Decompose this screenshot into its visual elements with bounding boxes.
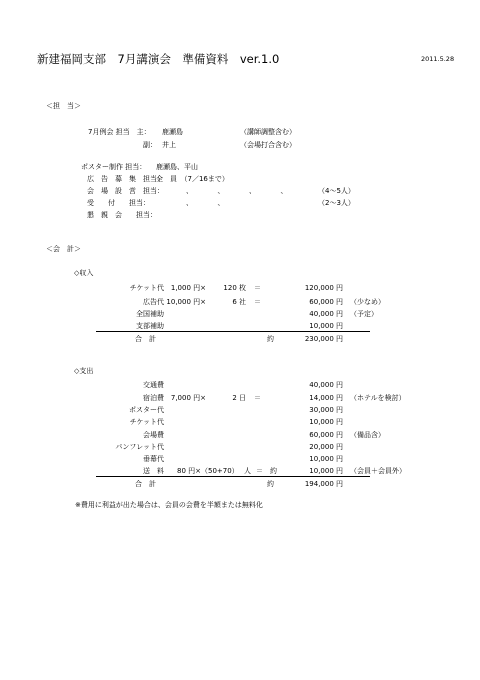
expense-total-divider bbox=[96, 476, 370, 477]
income-total-approx: 約 bbox=[267, 335, 274, 343]
income-amount: 60,000 円 bbox=[309, 298, 343, 306]
staff-label: ポスター制作 担当： bbox=[81, 163, 147, 171]
income-total-label: 合 計 bbox=[135, 335, 156, 343]
income-total-amount: 230,000 円 bbox=[304, 335, 343, 343]
staff-label: 受 付 担当： bbox=[87, 199, 150, 207]
income-unit-price: 10,000 円× bbox=[166, 298, 206, 306]
expense-equals: ＝ 約 bbox=[256, 467, 277, 475]
staff-value: 全 員 （7／16まで） bbox=[156, 175, 229, 183]
staff-note: （2～3人） bbox=[318, 199, 355, 207]
staff-note: （会場打合含む） bbox=[240, 141, 296, 149]
footnote: ※費用に利益が出た場合は、会員の会費を半額または無料化 bbox=[75, 501, 263, 509]
income-quantity: 120 枚 bbox=[223, 284, 246, 292]
staff-heading: ＜担 当＞ bbox=[46, 102, 81, 110]
expense-amount: 40,000 円 bbox=[309, 381, 343, 389]
income-unit-price: 1,000 円× bbox=[170, 284, 206, 292]
staff-note: （講師調整含む） bbox=[240, 128, 296, 136]
income-heading: ◇収入 bbox=[74, 269, 94, 277]
income-quantity: 6 社 bbox=[232, 298, 246, 306]
income-amount: 40,000 円 bbox=[309, 310, 343, 318]
expense-heading: ◇支出 bbox=[74, 367, 94, 375]
staff-value: 井上 bbox=[162, 141, 176, 149]
expense-unit-price: 80 円×（50+70） bbox=[177, 467, 239, 475]
staff-label: 懇 親 会 担当： bbox=[87, 211, 157, 219]
document-title: 新建福岡支部 7月講演会 準備資料 ver.1.0 bbox=[37, 52, 280, 66]
staff-label: 7月例会 担当 主： bbox=[88, 128, 151, 136]
staff-note: （4～5人） bbox=[318, 187, 355, 195]
expense-amount: 10,000 円 bbox=[309, 467, 343, 475]
expense-total-amount: 194,000 円 bbox=[304, 480, 343, 488]
expense-amount: 60,000 円 bbox=[309, 431, 343, 439]
staff-label: 広 告 募 集 担当： bbox=[87, 175, 164, 183]
expense-quantity: 人 bbox=[244, 467, 251, 475]
income-item: 広告代 bbox=[143, 298, 164, 306]
expense-item: パンフレット代 bbox=[115, 443, 164, 451]
expense-item: 会場費 bbox=[143, 431, 164, 439]
expense-amount: 10,000 円 bbox=[309, 455, 343, 463]
staff-value: 鹿瀬島 bbox=[162, 128, 183, 136]
income-amount: 120,000 円 bbox=[304, 284, 343, 292]
expense-item: 宿泊費 bbox=[143, 394, 164, 402]
staff-value: 鹿瀬島、平山 bbox=[156, 163, 198, 171]
income-note: （少なめ） bbox=[350, 298, 385, 306]
expense-item: チケット代 bbox=[129, 418, 164, 426]
expense-note: （会員＋会員外） bbox=[350, 467, 406, 475]
expense-item: 垂幕代 bbox=[143, 455, 164, 463]
income-note: （予定） bbox=[350, 310, 378, 318]
income-total-divider bbox=[96, 331, 370, 332]
income-equals: ＝ bbox=[254, 284, 261, 292]
accounting-heading: ＜会 計＞ bbox=[46, 245, 81, 253]
expense-total-label: 合 計 bbox=[135, 480, 156, 488]
expense-amount: 14,000 円 bbox=[309, 394, 343, 402]
expense-note: （ホテルを検討） bbox=[350, 394, 406, 402]
staff-value: 、 、 bbox=[186, 199, 225, 207]
expense-amount: 30,000 円 bbox=[309, 406, 343, 414]
expense-note: （備品含） bbox=[350, 431, 385, 439]
expense-total-approx: 約 bbox=[267, 480, 274, 488]
income-equals: ＝ bbox=[254, 298, 261, 306]
expense-item: 交通費 bbox=[143, 381, 164, 389]
income-amount: 10,000 円 bbox=[309, 322, 343, 330]
expense-unit-price: 7,000 円× bbox=[170, 394, 206, 402]
expense-quantity: 2 日 bbox=[232, 394, 246, 402]
expense-item: 送 料 bbox=[143, 467, 164, 475]
document-date: 2011.5.28 bbox=[421, 55, 455, 63]
staff-label: 会 場 設 営 担当： bbox=[87, 187, 164, 195]
expense-item: ポスター代 bbox=[129, 406, 164, 414]
expense-amount: 20,000 円 bbox=[309, 443, 343, 451]
staff-label: 副： bbox=[143, 141, 157, 149]
expense-equals: ＝ bbox=[254, 394, 261, 402]
expense-amount: 10,000 円 bbox=[309, 418, 343, 426]
income-item: 支部補助 bbox=[136, 322, 164, 330]
staff-value: 、 、 、 、 bbox=[186, 187, 288, 195]
income-item: 全国補助 bbox=[136, 310, 164, 318]
income-item: チケット代 bbox=[129, 284, 164, 292]
